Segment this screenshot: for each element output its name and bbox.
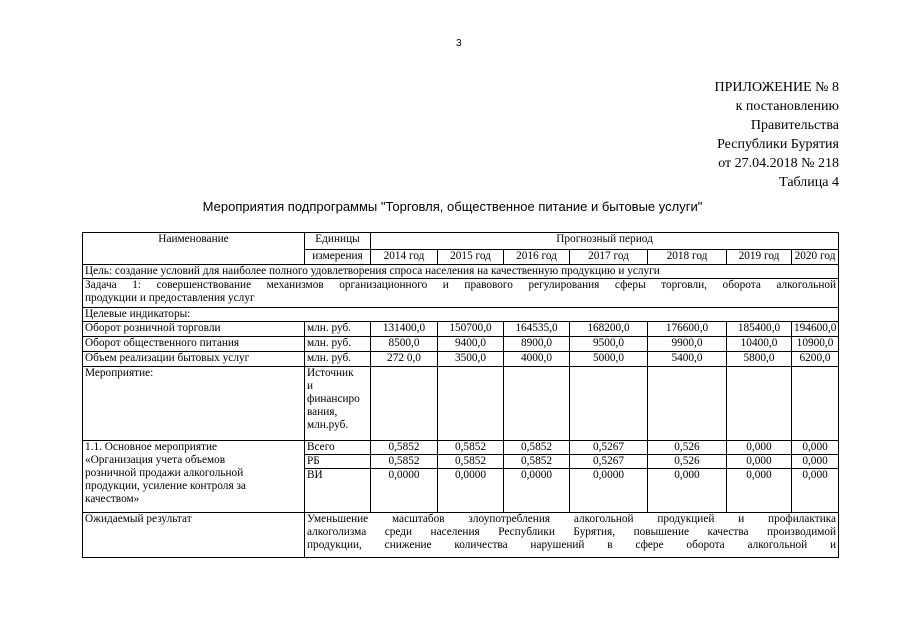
- indicators-label: Целевые индикаторы:: [83, 308, 839, 322]
- indicator-value: 8900,0: [504, 337, 570, 352]
- funding-source-line: вания,: [307, 406, 338, 418]
- indicator-unit: млн. руб.: [305, 337, 371, 352]
- expected-result-line: продукции, снижение количества нарушений в сфере оборота алкогольной и: [307, 539, 837, 551]
- funding-value: 0,5852: [504, 441, 570, 455]
- appendix-line: ПРИЛОЖЕНИЕ № 8: [714, 80, 839, 95]
- year-header: 2015 год: [438, 250, 504, 265]
- indicator-value: 9500,0: [570, 337, 648, 352]
- indicator-value: 176600,0: [648, 322, 727, 337]
- empty-cell: [438, 367, 504, 441]
- funding-value: 0,000: [727, 441, 792, 455]
- funding-value: 0,0000: [570, 469, 648, 513]
- year-header: 2020 год: [792, 250, 839, 265]
- indicator-value: 10400,0: [727, 337, 792, 352]
- funding-value: 0,000: [792, 469, 839, 513]
- indicator-value: 5400,0: [648, 352, 727, 367]
- funding-value: 0,5852: [371, 455, 438, 469]
- indicator-unit: млн. руб.: [305, 352, 371, 367]
- expected-result-label: Ожидаемый результат: [83, 513, 305, 558]
- year-header: 2014 год: [371, 250, 438, 265]
- indicator-row: [83, 352, 839, 367]
- funding-value: 0,5267: [570, 455, 648, 469]
- empty-cell: [727, 367, 792, 441]
- activity-line: 1.1. Основное мероприятие: [85, 441, 218, 453]
- activity-line: «Организация учета объемов: [85, 454, 226, 466]
- funding-value: 0,5852: [438, 455, 504, 469]
- expected-result-row: [83, 513, 839, 558]
- activity-line: качеством»: [85, 493, 140, 505]
- funding-value: 0,5852: [438, 441, 504, 455]
- expected-result-text: [305, 513, 839, 558]
- indicator-value: 272 0,0: [371, 352, 438, 367]
- funding-source-line: млн.руб.: [307, 419, 349, 431]
- funding-value: 0,000: [792, 441, 839, 455]
- appendix-line: Республики Бурятия: [717, 137, 839, 152]
- indicator-value: 164535,0: [504, 322, 570, 337]
- task-text: продукции и предоставления услуг: [85, 292, 255, 304]
- activity-name: [83, 441, 305, 513]
- funding-value: 0,000: [727, 469, 792, 513]
- funding-source: ВИ: [305, 469, 371, 513]
- funding-value: 0,526: [648, 441, 727, 455]
- indicator-value: 3500,0: [438, 352, 504, 367]
- table-number: Таблица 4: [779, 175, 839, 190]
- funding-value: 0,000: [727, 455, 792, 469]
- indicator-name: Оборот общественного питания: [83, 337, 305, 352]
- indicator-value: 4000,0: [504, 352, 570, 367]
- goal-text: Цель: создание условий для наиболее полного удовлетворения спроса населения на качественную продукцию и услуги: [83, 265, 839, 279]
- measure-header-row: [83, 367, 839, 441]
- activity-row: [83, 441, 839, 455]
- indicator-name: Объем реализации бытовых услуг: [83, 352, 305, 367]
- indicator-value: 5000,0: [570, 352, 648, 367]
- indicator-value: 168200,0: [570, 322, 648, 337]
- appendix-line: от 27.04.2018 № 218: [718, 156, 839, 171]
- activity-line: продукции, усиление контроля за: [85, 480, 246, 492]
- expected-result-line: алкоголизма среди населения Республики Бурятия, повышение качества производимой: [307, 526, 837, 538]
- funding-source-line: финансиро: [307, 393, 360, 405]
- empty-cell: [371, 367, 438, 441]
- measures-table: [82, 232, 839, 558]
- appendix-line: к постановлению: [735, 99, 839, 114]
- appendix-header: [639, 78, 839, 192]
- empty-cell: [792, 367, 839, 441]
- unit-header: Единицы: [305, 233, 371, 250]
- task-cell: [83, 279, 839, 308]
- year-header: 2018 год: [648, 250, 727, 265]
- document-title: Мероприятия подпрограммы "Торговля, общественное питание и бытовые услуги": [202, 199, 703, 214]
- task-text: Задача 1: совершенствование механизмов организационного и правового регулирования сферы торговли, оборота алкогольной: [85, 279, 837, 291]
- indicators-label-row: [83, 308, 839, 322]
- indicator-row: [83, 322, 839, 337]
- funding-value: 0,000: [792, 455, 839, 469]
- funding-value: 0,526: [648, 455, 727, 469]
- funding-value: 0,0000: [504, 469, 570, 513]
- indicator-row: [83, 337, 839, 352]
- indicator-unit: млн. руб.: [305, 322, 371, 337]
- indicator-value: 131400,0: [371, 322, 438, 337]
- funding-value: 0,0000: [438, 469, 504, 513]
- empty-cell: [648, 367, 727, 441]
- funding-value: 0,5267: [570, 441, 648, 455]
- page-number: 3: [456, 38, 462, 49]
- indicator-value: 5800,0: [727, 352, 792, 367]
- forecast-header: Прогнозный период: [371, 233, 839, 250]
- task-row: [83, 279, 839, 308]
- goal-row: [83, 265, 839, 279]
- year-header: 2019 год: [727, 250, 792, 265]
- funding-source-header: [305, 367, 371, 441]
- appendix-line: Правительства: [750, 118, 839, 133]
- unit-header-cont: измерения: [305, 250, 371, 265]
- indicator-value: 10900,0: [792, 337, 839, 352]
- indicator-value: 8500,0: [371, 337, 438, 352]
- empty-cell: [570, 367, 648, 441]
- indicator-value: 150700,0: [438, 322, 504, 337]
- funding-value: 0,5852: [504, 455, 570, 469]
- indicator-value: 185400,0: [727, 322, 792, 337]
- empty-cell: [504, 367, 570, 441]
- indicator-value: 9400,0: [438, 337, 504, 352]
- funding-source: Всего: [305, 441, 371, 455]
- expected-result-line: Уменьшение масштабов злоупотребления алкогольной продукцией и профилактика: [307, 513, 837, 525]
- funding-value: 0,000: [648, 469, 727, 513]
- funding-source-line: и: [307, 380, 314, 392]
- measure-label: Мероприятие:: [83, 367, 305, 441]
- indicator-name: Оборот розничной торговли: [83, 322, 305, 337]
- header-row: [83, 233, 839, 250]
- name-header: Наименование: [83, 233, 305, 265]
- funding-source-line: Источник: [307, 367, 354, 379]
- indicator-value: 9900,0: [648, 337, 727, 352]
- funding-value: 0,0000: [371, 469, 438, 513]
- funding-source: РБ: [305, 455, 371, 469]
- indicator-value: 6200,0: [792, 352, 839, 367]
- indicator-value: 194600,0: [792, 322, 839, 337]
- year-header: 2016 год: [504, 250, 570, 265]
- activity-line: розничной продажи алкогольной: [85, 467, 244, 479]
- funding-value: 0,5852: [371, 441, 438, 455]
- year-header: 2017 год: [570, 250, 648, 265]
